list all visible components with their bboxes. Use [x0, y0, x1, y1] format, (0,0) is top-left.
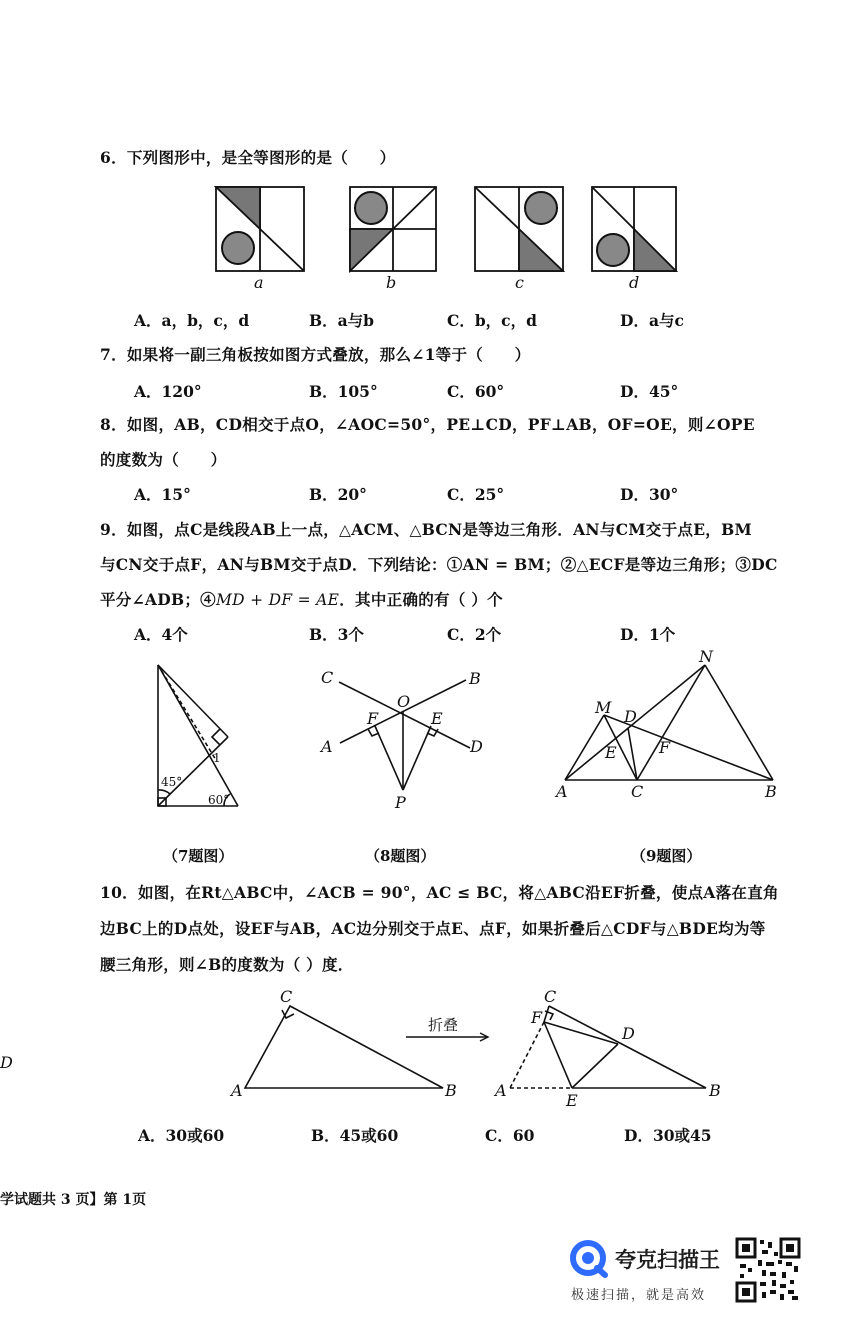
q10-right-point-d: D — [622, 1024, 635, 1043]
q9-formula: MD + DF = AE — [215, 591, 340, 609]
watermark-title: 夸克扫描王 — [615, 1248, 720, 1272]
q10-stem-line2: 边BC上的D点处，设EF与AB，AC边分别交于点E、点F，如果折叠后△CDF与△BDE均为等 — [100, 919, 766, 938]
q8-stem-line1: 8．如图，AB，CD相交于点O，∠AOC=50°，PE⊥CD，PF⊥AB，OF=OE，则∠OPE — [100, 415, 755, 434]
q7-option-d[interactable]: D．45° — [620, 382, 679, 401]
q9-stem-line3-a: 平分∠ADB；④ — [100, 590, 216, 609]
fig8-point-b: B — [469, 669, 481, 688]
q9-option-b[interactable]: B．3个 — [309, 625, 364, 644]
fig8-point-a: A — [321, 737, 333, 756]
q7-option-a[interactable]: A．120° — [134, 382, 202, 401]
q8-option-d[interactable]: D．30° — [620, 485, 679, 504]
q9-option-c[interactable]: C．2个 — [447, 625, 502, 644]
fig7-angle-60: 60° — [208, 793, 230, 807]
fig9-caption: （9题图） — [631, 847, 702, 865]
q10-right-point-e: E — [566, 1091, 578, 1110]
q9-option-d[interactable]: D．1个 — [620, 625, 676, 644]
page-footer: 学试题共 3 页】第 1页 — [0, 1192, 147, 1208]
q8-stem-line2: 的度数为（ ） — [100, 450, 227, 469]
q10-option-d[interactable]: D．30或45 — [624, 1126, 712, 1145]
q10-left-point-a: A — [231, 1081, 243, 1100]
fig8-point-p: P — [395, 793, 406, 812]
q10-stem-line3: 腰三角形，则∠B的度数为（ ）度． — [100, 955, 354, 974]
q6-label-a: a — [254, 273, 264, 292]
fig9-point-m: M — [595, 698, 612, 717]
fig7-angle-1: 1 — [213, 751, 221, 765]
q7-option-b[interactable]: B．105° — [309, 382, 378, 401]
q10-right-point-b: B — [709, 1081, 721, 1100]
fig8-point-f: F — [367, 709, 379, 728]
watermark-subtitle: 极速扫描，就是高效 — [571, 1288, 707, 1303]
fig9-point-n: N — [699, 647, 713, 666]
q10-fold-label: 折叠 — [428, 1016, 459, 1034]
q9-option-a[interactable]: A．4个 — [134, 625, 188, 644]
fig7-caption: （7题图） — [163, 847, 234, 865]
q10-right-point-a: A — [495, 1081, 507, 1100]
fig8-point-d: D — [470, 737, 483, 756]
q6-option-b[interactable]: B．a与b — [309, 311, 374, 330]
fig9-point-e: E — [605, 743, 617, 762]
q10-fig-left — [245, 1006, 443, 1088]
q6-label-b: b — [386, 273, 397, 292]
q10-left-point-c: C — [280, 987, 293, 1006]
q6-label-d: d — [629, 273, 640, 292]
q7-stem: 7．如果将一副三角板按如图方式叠放，那么∠1等于（ ） — [100, 345, 531, 364]
q9-stem-line3-b: ．其中正确的有（ ）个 — [339, 590, 503, 609]
fig9-point-b: B — [765, 782, 777, 801]
q10-option-a[interactable]: A．30或60 — [138, 1126, 225, 1145]
q6-stem: 6．下列图形中，是全等图形的是（ ） — [100, 148, 396, 167]
margin-letter: D — [0, 1053, 13, 1072]
q7-option-c[interactable]: C．60° — [447, 382, 505, 401]
q8-option-c[interactable]: C．25° — [447, 485, 505, 504]
fig8-caption: （8题图） — [365, 847, 436, 865]
q6-label-c: c — [515, 273, 524, 292]
q10-stem-line1: 10．如图，在Rt△ABC中，∠ACB = 90°，AC ≤ BC，将△ABC沿EF折叠，使点A落在直角 — [100, 883, 779, 902]
q8-option-a[interactable]: A．15° — [134, 485, 191, 504]
q8-option-b[interactable]: B．20° — [309, 485, 367, 504]
q10-right-point-c: C — [544, 987, 557, 1006]
fig7-angle-45: 45° — [161, 775, 183, 789]
fig8-point-c: C — [321, 668, 334, 687]
q6-option-c[interactable]: C．b，c，d — [447, 311, 537, 330]
q6-option-a[interactable]: A．a，b，c，d — [134, 311, 250, 330]
q10-option-b[interactable]: B．45或60 — [311, 1126, 399, 1145]
qr-code-icon — [736, 1238, 800, 1302]
q6-option-d[interactable]: D．a与c — [620, 311, 684, 330]
fig9-point-c: C — [631, 782, 644, 801]
fig8-point-o: O — [397, 692, 411, 711]
fig9-point-d: D — [624, 707, 637, 726]
q10-option-c[interactable]: C．60 — [485, 1126, 535, 1145]
fig8-point-e: E — [431, 709, 443, 728]
q10-left-point-b: B — [445, 1081, 457, 1100]
quark-logo-icon — [570, 1238, 610, 1278]
q9-stem-line2: 与CN交于点F，AN与BM交于点D．下列结论：①AN = BM；②△ECF是等边三角形；③DC — [100, 555, 778, 574]
q9-stem-line1: 9．如图，点C是线段AB上一点，△ACM、△BCN是等边三角形．AN与CM交于点E，BM — [100, 520, 752, 539]
fig9-point-a: A — [556, 782, 568, 801]
fig9-point-f: F — [659, 738, 671, 757]
q10-right-point-f: F — [531, 1008, 543, 1027]
